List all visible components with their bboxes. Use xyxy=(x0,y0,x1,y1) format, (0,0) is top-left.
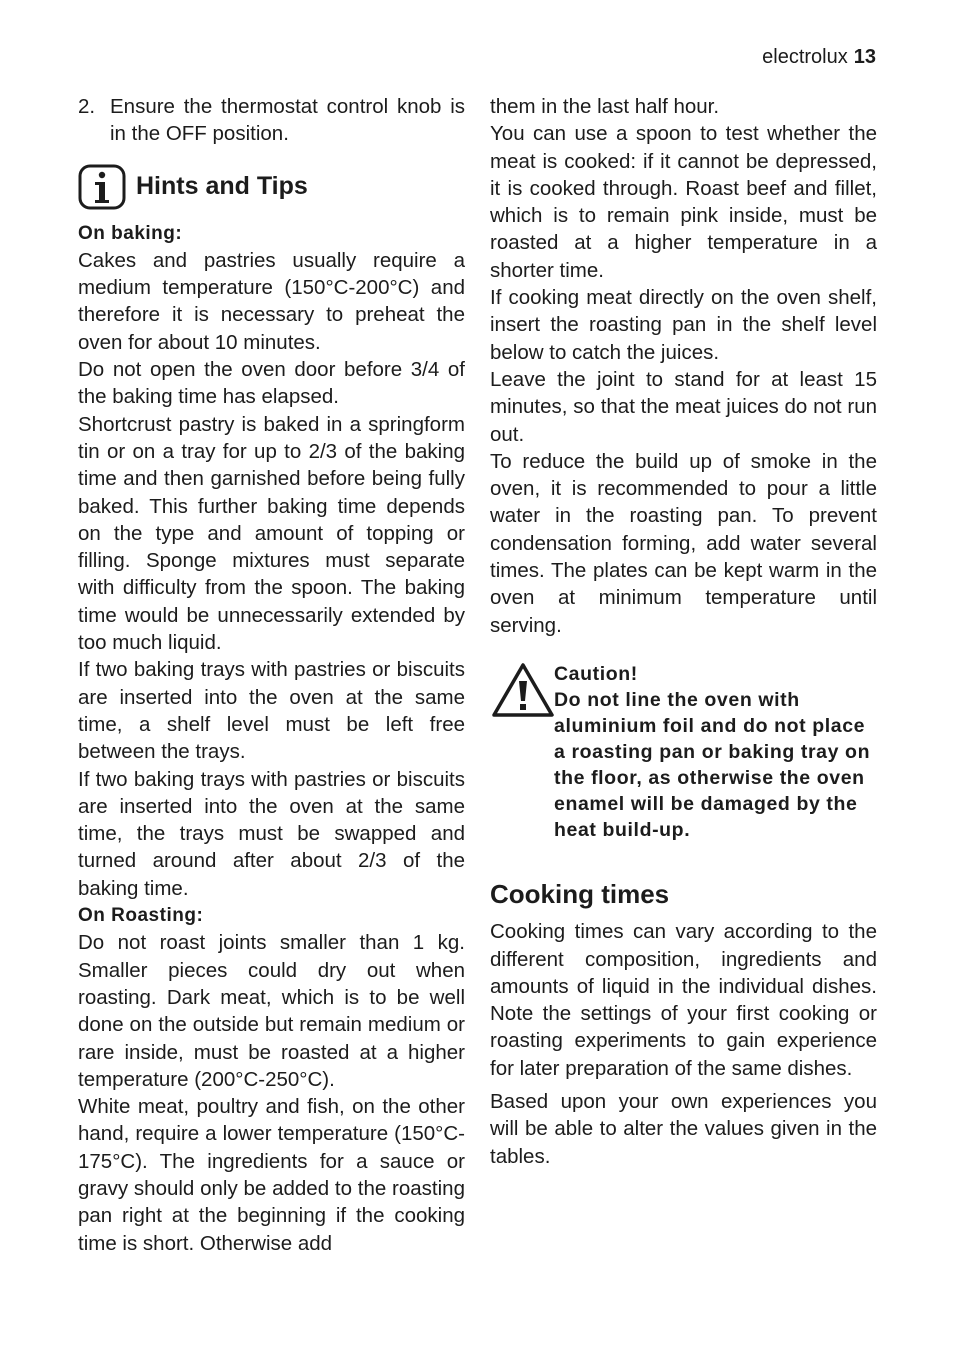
roasting-paragraph: Leave the joint to stand for at least 15 minutes, so that the meat juices do not run out. xyxy=(490,367,877,446)
caution-text-block xyxy=(554,661,877,843)
baking-paragraph: Do not open the oven door before 3/4 of the baking time has elapsed. xyxy=(78,358,465,409)
roasting-paragraph: You can use a spoon to test whether the meat is cooked: if it cannot be depressed, it is cooked through. Roast beef and fillet, which is to remain pink inside, must be roasted at a higher temperature in a shorter time. xyxy=(490,122,877,282)
warning-icon xyxy=(490,661,556,721)
roasting-paragraph: Do not roast joints smaller than 1 kg. Smaller pieces could dry out when roasting. Dark meat, which is to be well done on the outside but remain medium or rare inside, must be roasted at a higher temperature (200°C-250°C). xyxy=(78,931,465,1091)
cooking-times-title: Cooking times xyxy=(490,878,670,909)
page-number: 13 xyxy=(853,46,876,68)
brand-name: electrolux xyxy=(762,46,848,68)
hints-title: Hints and Tips xyxy=(136,171,308,200)
baking-paragraph: If two baking trays with pastries or biscuits are inserted into the oven at the same time, a shelf level must be left free between the trays. xyxy=(78,658,465,764)
right-column xyxy=(490,93,877,1170)
list-item-number: 2. xyxy=(78,95,96,118)
page-header xyxy=(762,46,876,69)
list-item-text: Ensure the thermostat control knob is in the OFF position. xyxy=(110,95,465,146)
roasting-paragraph: If cooking meat directly on the oven shelf, insert the roasting pan in the shelf level below to catch the juices. xyxy=(490,286,877,364)
baking-paragraph: Shortcrust pastry is baked in a springform tin or on a tray for up to 2/3 of the baking time and then garnished before being fully baked. This further baking time depends on the type and amount of topping or filling. Sponge mixtures must separate with difficulty from the spoon. The baking time would be unnecessarily extended by too much liquid. xyxy=(78,412,465,655)
roasting-paragraph: White meat, poultry and fish, on the other hand, require a lower temperature (150°C-175°C). The ingredients for a sauce or gravy should only be added to the roasting pan right at the beginning if the cooking time is short. Otherwise add xyxy=(78,1095,465,1255)
roasting-paragraph: them in the last half hour. xyxy=(490,95,720,118)
baking-paragraph: Cakes and pastries usually require a medium temperature (150°C-200°C) and therefore it is necessary to preheat the oven for about 10 minutes. xyxy=(78,248,465,354)
baking-heading: On baking: xyxy=(78,222,183,244)
info-icon xyxy=(78,164,126,210)
caution-body: Do not line the oven with aluminium foil and do not place a roasting pan or baking tray on the floor, as otherwise the oven enamel will be damaged by the heat build-up. xyxy=(554,688,871,841)
caution-box xyxy=(490,661,877,843)
caution-title: Caution! xyxy=(554,662,638,685)
roasting-paragraph: To reduce the build up of smoke in the oven, it is recommended to pour a little water in the roasting pan. To prevent condensation forming, add water several times. The plates can be kept warm in the oven at minimum temperature until serving. xyxy=(490,449,877,637)
cooking-paragraph: Based upon your own experiences you will be able to alter the values given in the tables. xyxy=(490,1090,877,1168)
list-item xyxy=(78,93,465,148)
baking-paragraph: If two baking trays with pastries or biscuits are inserted into the oven at the same time, the trays must be swapped and turned around after about 2/3 of the baking time. xyxy=(78,767,465,900)
roasting-heading: On Roasting: xyxy=(78,905,204,927)
left-column xyxy=(78,93,465,1257)
cooking-paragraph: Cooking times can vary according to the different composition, ingredients and amounts of liquid in the individual dishes. Note the settings of your first cooking or roasting experiments to gain experience for later preparation of the same dishes. xyxy=(490,920,877,1080)
hints-heading xyxy=(78,164,465,210)
